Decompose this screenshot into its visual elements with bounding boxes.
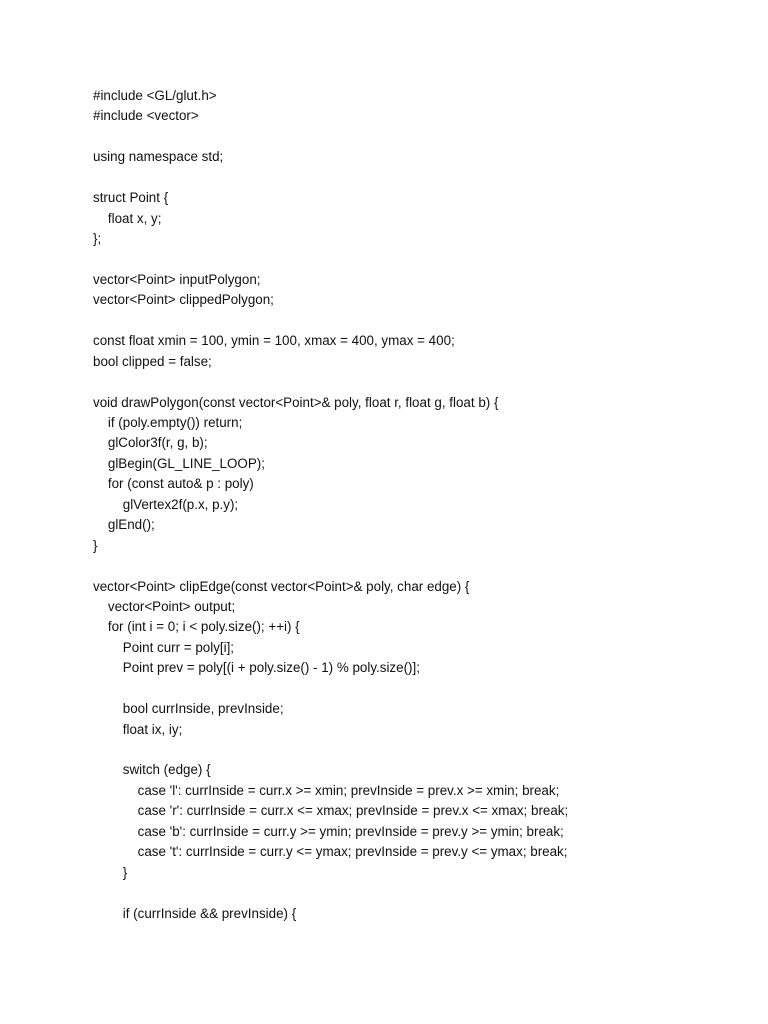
code-line: const float xmin = 100, ymin = 100, xmax = 400, ymax = 400; [93, 333, 455, 349]
code-line: } [93, 864, 128, 880]
code-line: case 't': currInside = curr.y <= ymax; prevInside = prev.y <= ymax; break; [93, 844, 568, 860]
code-listing [93, 86, 733, 924]
code-line: struct Point { [93, 190, 169, 206]
code-line: glColor3f(r, g, b); [93, 435, 208, 451]
code-line: for (const auto& p : poly) [93, 476, 254, 492]
code-line: Point curr = poly[i]; [93, 639, 235, 655]
blank-line [93, 127, 733, 147]
code-line: glEnd(); [93, 517, 155, 533]
code-line: if (currInside && prevInside) { [93, 905, 297, 921]
code-line: if (poly.empty()) return; [93, 415, 243, 430]
blank-line [93, 168, 733, 188]
code-line: bool currInside, prevInside; [93, 701, 284, 717]
blank-line [93, 372, 733, 392]
code-line: glVertex2f(p.x, p.y); [93, 496, 239, 512]
code-line: void drawPolygon(const vector<Point>& poly, float r, float g, float b) { [93, 394, 499, 410]
blank-line [93, 740, 733, 760]
code-line: bool clipped = false; [93, 353, 212, 369]
code-line: case 'b': currInside = curr.y >= ymin; prevInside = prev.y >= ymin; break; [93, 823, 564, 839]
code-line: Point prev = poly[(i + poly.size() - 1) % poly.size()]; [93, 660, 420, 676]
code-line: using namespace std; [93, 149, 224, 165]
code-line: vector<Point> inputPolygon; [93, 271, 261, 287]
blank-line [93, 556, 733, 576]
code-line: vector<Point> clippedPolygon; [93, 292, 274, 308]
code-line: for (int i = 0; i < poly.size(); ++i) { [93, 619, 300, 635]
blank-line [93, 311, 733, 331]
blank-line [93, 883, 733, 903]
code-line: }; [93, 231, 102, 247]
code-line: switch (edge) { [93, 762, 211, 778]
code-line: glBegin(GL_LINE_LOOP); [93, 455, 265, 471]
code-line: } [93, 537, 98, 553]
code-line: float ix, iy; [93, 721, 183, 737]
code-line: #include <GL/glut.h> [93, 88, 217, 103]
code-line: vector<Point> clipEdge(const vector<Point>& poly, char edge) { [93, 578, 470, 594]
code-line: float x, y; [93, 210, 162, 226]
blank-line [93, 250, 733, 270]
code-line: case 'l': currInside = curr.x >= xmin; prevInside = prev.x >= xmin; break; [93, 782, 560, 798]
code-line: case 'r': currInside = curr.x <= xmax; prevInside = prev.x <= xmax; break; [93, 803, 569, 819]
code-line: #include <vector> [93, 108, 199, 124]
blank-line [93, 679, 733, 699]
code-line: vector<Point> output; [93, 598, 236, 614]
